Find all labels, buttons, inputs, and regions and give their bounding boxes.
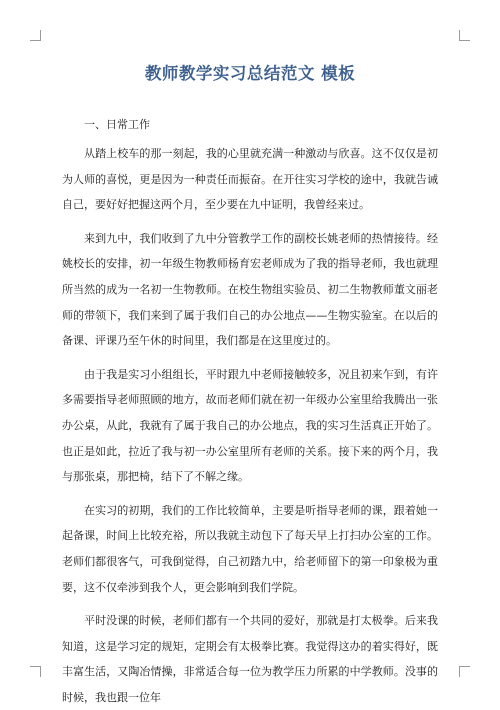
paragraph-3: 由于我是实习小组组长，平时跟九中老师接触较多，况且初来乍到，有许多需要指导老师照顾的地方，故而老师们就在初一年级办公室里给我腾出一张办公桌，从此，我就有了属于我自己的办公地点，我的实习生活真正开始了。也正是如此，拉近了我与初一办公室里所有老师的关系。接下来的两个月，我与那张桌，那把椅，结下了不解之缘。: [62, 367, 438, 484]
paragraph-5: 平时没课的时候，老师们都有一个共同的爱好，那就是打太极拳。后来我知道，这是学习定的规矩，定期会有太极拳比赛。我觉得这办的着实得好，既丰富生活，又陶冶情操，非常适合每一位为教学压力所累的中学教师。没事的时候，我也跟一位年: [62, 614, 438, 704]
document-title: 教师教学实习总结范文 模板: [144, 64, 356, 83]
paragraph-1: 从踏上校车的那一刻起，我的心里就充满一种激动与欣喜。这不仅仅是初为人师的喜悦，更是因为一种责任而振奋。在开往实习学校的途中，我就告诫自己，要好好把握这两个月，至少要在九中证明，我曾经来过。: [62, 147, 438, 212]
crop-mark-bottom-right: [459, 666, 470, 677]
crop-mark-bottom-left: [30, 666, 41, 677]
section-heading: 一、日常工作: [84, 118, 150, 131]
document-page: [62, 60, 438, 710]
paragraph-4: 在实习的初期，我们的工作比较简单，主要是听指导老师的课，跟着她一起备课，时间上比较充裕，所以我就主动包下了每天早上打扫办公室的工作。老师们都很客气，可我倒觉得，自己初踏九中，给老师留下的第一印象极为重要，这不仅牵涉到我个人，更会影响到我们学院。: [62, 503, 438, 594]
paragraph-2: 来到九中，我们收到了九中分管教学工作的副校长姚老师的热情接待。经姚校长的安排，初一年级生物教师杨育宏老师成为了我的指导老师，我也就理所当然的成为一名初一生物教师。在校生物组实验员、初二生物教师董文丽老师的带领下，我们来到了属于我们自己的办公地点——生物实验室。在以后的备课、评课乃至午休的时间里，我们都是在这里度过的。: [62, 231, 438, 348]
crop-mark-top-left: [30, 30, 41, 41]
crop-mark-top-right: [459, 30, 470, 41]
